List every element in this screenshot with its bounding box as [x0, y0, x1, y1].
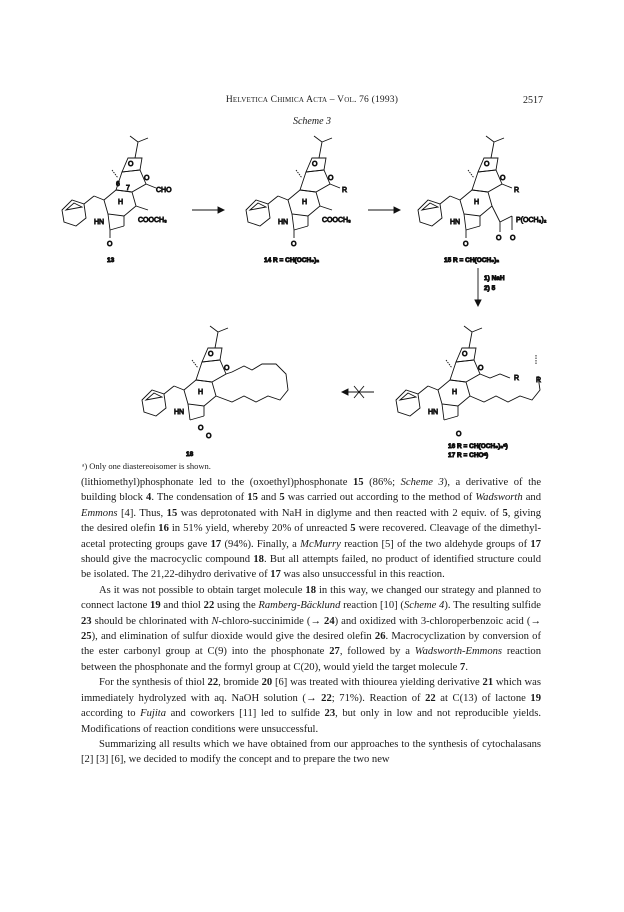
label-o-18d: O	[206, 433, 212, 440]
label-o-16b: O	[478, 365, 484, 372]
label-o-15c: O	[463, 241, 469, 248]
text-run: according to	[81, 708, 141, 720]
text-run: McMurry	[300, 538, 341, 550]
text-run: [6] was treated with thiourea yielding derivative	[272, 677, 483, 689]
text-run: (94%). Finally, a	[221, 538, 301, 550]
label-h-18: H	[198, 389, 204, 396]
text-run: in this way, we changed our strategy and planned to connect lactone	[81, 584, 542, 612]
compound-13-label: 13	[107, 257, 115, 264]
label-r-16b: R	[536, 377, 542, 384]
text-run: 22	[207, 677, 219, 689]
text-run: As it was not possible to obtain target molecule	[99, 584, 306, 596]
text-run: and thiol	[160, 600, 204, 612]
text-run: Wadsworth	[475, 492, 523, 504]
label-r-14: R	[342, 187, 348, 194]
label-o-14a: O	[312, 161, 318, 168]
text-run: Wadsworth-Emmons	[414, 646, 503, 658]
text-run: 7	[460, 661, 466, 673]
label-hn-15: HN	[450, 219, 461, 226]
text-run: ), a derivative of the building block	[81, 477, 542, 504]
text-run: and coworkers [11] led to sulfide	[166, 708, 325, 720]
text-run: Scheme 3	[400, 477, 444, 488]
label-o-15d: O	[496, 235, 502, 242]
label-o-16a: O	[462, 351, 468, 358]
label-o-18b: O	[224, 365, 230, 372]
text-run: N	[211, 615, 219, 627]
label-o-13b: O	[144, 175, 150, 182]
text-run: 18	[305, 584, 316, 596]
paragraph-2	[81, 583, 541, 675]
label-r-16a: R	[514, 375, 520, 382]
structure-16-17	[396, 326, 540, 420]
text-run: 15	[166, 507, 178, 519]
text-run: ), and elimination of sulfur dioxide would give the desired olefin	[91, 631, 375, 643]
text-run: Emmons	[81, 507, 118, 519]
text-run: 17	[530, 538, 541, 550]
text-run: 22	[321, 692, 332, 704]
label-p-och3: P(OCH₃)₂	[516, 217, 547, 224]
text-run: 22	[203, 600, 215, 612]
text-run: .	[465, 661, 468, 673]
text-run: 18	[253, 554, 264, 566]
arrowhead-17-18	[342, 389, 348, 395]
text-run: 4	[146, 492, 152, 504]
text-run: was deprotonated with NaH in diglyme and then reacted with 2 equiv. of	[177, 507, 503, 519]
arrowhead-13-14	[218, 207, 224, 213]
text-run: ) and oxidized with 3-chloroperbenzoic acid (→	[334, 615, 541, 627]
label-cho: CHO	[156, 187, 172, 194]
text-run: were recovered. Cleavage of the dimethyl-acetal protecting groups gave	[81, 523, 541, 550]
text-run: 20	[261, 677, 273, 689]
text-run: , but only in low and not reproducible yields. Modifications of reaction conditions were unsuccessful.	[81, 708, 541, 735]
label-hn-13: HN	[94, 219, 105, 226]
label-o-15b: O	[500, 175, 506, 182]
label-o-14c: O	[291, 241, 297, 248]
label-hn-16: HN	[428, 409, 439, 416]
text-run: was carried out according to the method of	[284, 492, 476, 504]
text-run: Ramberg-Bäcklund	[258, 600, 341, 612]
label-o-18a: O	[208, 351, 214, 358]
text-run: 26	[374, 631, 386, 643]
text-run: reaction [10] (	[340, 600, 404, 612]
label-cooch3-13: COOCH₃	[138, 217, 167, 224]
text-run: 23	[81, 615, 92, 627]
paragraph-1	[81, 475, 541, 583]
text-run: ; 71%). Reaction of	[331, 692, 426, 704]
label-7: 7	[126, 185, 130, 192]
text-run: in 51% yield, whereby 20% of unreacted	[168, 523, 351, 535]
label-r-15: R	[514, 187, 520, 194]
label-hn-14: HN	[278, 219, 289, 226]
text-run: 17	[270, 569, 281, 581]
text-run: 21	[482, 677, 494, 689]
text-run: and	[522, 492, 541, 504]
structure-15	[418, 136, 512, 238]
text-run: 24	[324, 615, 335, 627]
compound-14-label: 14 R = CH(OCH₃)₂	[264, 257, 320, 264]
text-run: 27	[329, 646, 340, 658]
scheme-footnote: ᵃ) Only one diastereoisomer is shown.	[82, 461, 211, 471]
arrowhead-14-15	[394, 207, 400, 213]
compound-18-label: 18	[186, 451, 194, 458]
label-cooch3-14: COOCH₃	[322, 217, 351, 224]
text-run: Summarizing all results which we have obtained from our approaches to the synthesis of cytochalasans [2] [3] [6], we decided to modify the concept and to prepare the two new	[81, 738, 541, 766]
label-o-14b: O	[328, 175, 334, 182]
reaction-scheme	[52, 130, 572, 459]
text-run: , giving the desired olefin	[81, 507, 542, 535]
label-hn-18: HN	[174, 409, 185, 416]
text-run: (lithiomethyl)phosphonate led to the (oxoethyl)phosphonate	[81, 477, 353, 488]
compound-15-label: 15 R = CH(OCH₃)₂	[444, 257, 500, 264]
text-run: . Macrocyclization by conversion of the ester carbonyl group at C(9) into the phosphonate	[81, 631, 542, 658]
structure-18	[142, 326, 288, 420]
text-run: and	[257, 492, 280, 504]
text-run: should give the macrocyclic compound	[81, 554, 254, 566]
compound-17-label: 17 R = CHOᵃ)	[448, 452, 489, 459]
label-o-15a: O	[484, 161, 490, 168]
scheme-drawing	[52, 130, 572, 459]
text-run: at C(13) of lactone	[435, 692, 531, 704]
text-run: was also unsuccessful in this reaction.	[280, 569, 445, 581]
text-run: 15	[247, 492, 258, 504]
arrowhead-15-16	[475, 300, 481, 306]
text-run: . The condensation of	[151, 492, 248, 504]
text-run: 5	[279, 492, 285, 504]
label-o-15e: O	[510, 235, 516, 242]
text-run: 19	[530, 692, 542, 704]
text-run: reaction between the phosphonate and the formyl group at C(20), would yield the target molecule	[81, 646, 541, 673]
text-run: 5	[502, 507, 508, 519]
text-run: Fujita	[140, 708, 167, 720]
paragraph-3	[81, 675, 541, 737]
compound-16-label: 16 R = CH(OCH₃)₂ᵃ)	[448, 443, 508, 450]
label-h-14: H	[302, 199, 308, 206]
running-head: Helvetica Chimica Acta – Vol. 76 (1993)	[225, 95, 399, 105]
text-run: which was immediately hydrolyzed with aq. NaOH solution (→	[81, 677, 542, 704]
text-run: should be chlorinated with	[91, 615, 212, 627]
text-run: . But all attempts failed, no product of identified structure could be isolated. The 21,22-dihydro derivative of	[81, 554, 541, 581]
text-run: For the synthesis of thiol	[99, 677, 208, 689]
text-run: 19	[150, 600, 161, 612]
label-6: 6	[116, 181, 120, 188]
text-run: 15	[352, 477, 364, 488]
text-run: using the	[214, 600, 259, 612]
text-run: Scheme 4	[403, 600, 445, 612]
label-h-16: H	[452, 389, 458, 396]
label-o-16c: O	[456, 431, 462, 438]
reagent-1: 1) NaH	[484, 275, 505, 282]
label-o-13c: O	[107, 241, 113, 248]
text-run: 17	[210, 538, 222, 550]
text-run: , followed by a	[339, 646, 415, 658]
text-run: 22	[425, 692, 436, 704]
text-run: (86%;	[363, 477, 401, 488]
label-h-13: H	[118, 199, 124, 206]
reagent-2: 2) 5	[484, 285, 496, 292]
text-run: 23	[324, 708, 336, 720]
text-run: 16	[158, 523, 169, 535]
page-number: 2517	[523, 95, 543, 106]
paragraph-4	[81, 737, 541, 768]
text-run: reaction [5] of the two aldehyde groups of	[340, 538, 531, 550]
text-run: -chloro-succinimide (→	[218, 615, 325, 627]
text-run: [4]. Thus,	[117, 507, 167, 519]
body-text	[81, 475, 541, 768]
scheme-title: Scheme 3	[292, 116, 332, 127]
text-run: ). The resulting sulfide	[444, 600, 541, 612]
label-o-13a: O	[128, 161, 134, 168]
label-o-18c: O	[198, 425, 204, 432]
text-run: , bromide	[218, 677, 262, 689]
label-h-15: H	[474, 199, 480, 206]
text-run: 5	[350, 523, 356, 535]
text-run: 25	[81, 631, 92, 643]
page-header	[0, 95, 624, 111]
